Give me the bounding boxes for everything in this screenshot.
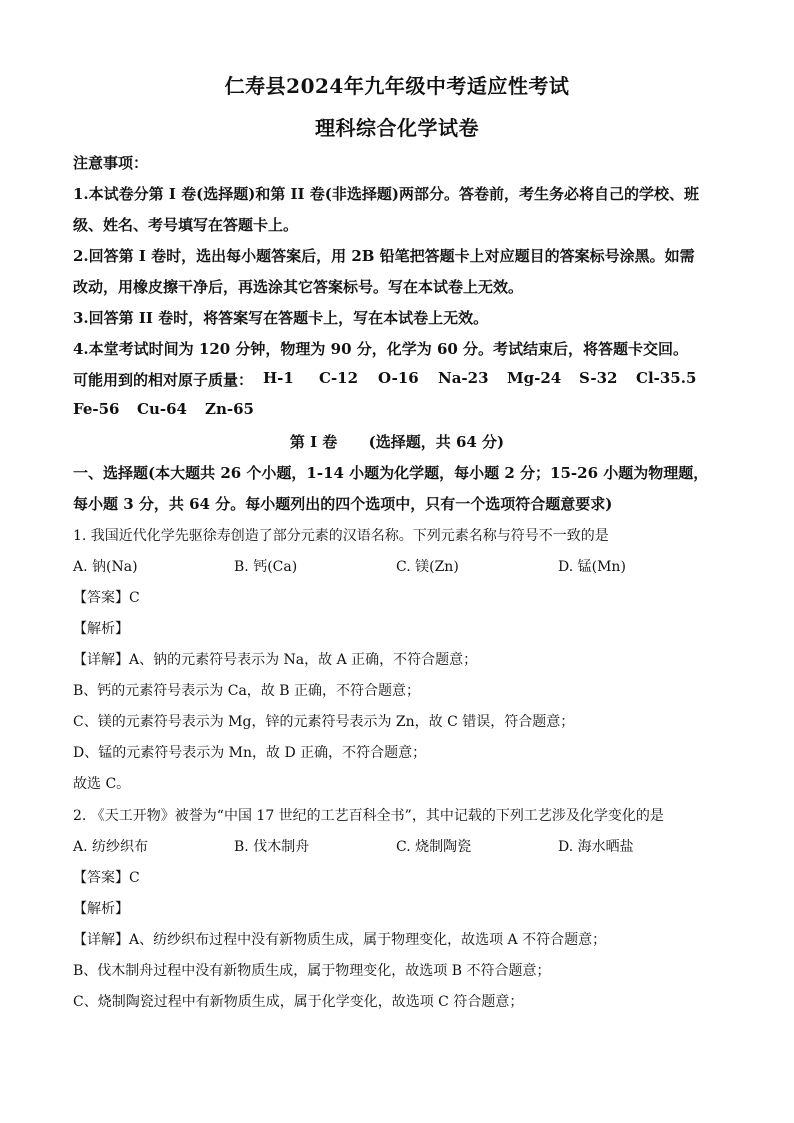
page-subtitle: 理科综合化学试卷 [315, 116, 479, 140]
question-2-detail-a-text: A、纺纱织布过程中没有新物质生成，属于物理变化，故选项 A 不符合题意； [129, 932, 607, 948]
question-1-detail-tag: 【详解】 [73, 652, 129, 668]
notice-item-3: 3.回答第 II 卷时，将答案写在答题卡上，写在本试卷上无效。 [73, 309, 489, 327]
section-intro-line-2: 每小题 3 分，共 64 分。每小题列出的四个选项中，只有一个选项符合题意要求) [73, 495, 613, 513]
atomic-mass-label: 可能用到的相对原子质量： [73, 371, 254, 389]
question-1-stem: 1. 我国近代化学先驱徐寿创造了部分元素的汉语名称。下列元素名称与符号不一致的是 [73, 528, 609, 544]
atomic-mass-na: Na-23 [438, 369, 489, 387]
question-2-detail-tag: 【详解】 [73, 932, 129, 948]
question-1-conclusion: 故选 C。 [73, 776, 131, 792]
question-2-detail-b: B、伐木制舟过程中没有新物质生成，属于物理变化，故选项 B 不符合题意； [73, 963, 551, 979]
question-2-detail-c: C、烧制陶瓷过程中有新物质生成，属于化学变化，故选项 C 符合题意； [73, 994, 524, 1010]
page-title: 仁寿县2024年九年级中考适应性考试 [224, 74, 570, 98]
notice-item-2-line-1: 2.回答第 I 卷时，选出每小题答案后，用 2B 铅笔把答题卡上对应题目的答案标号涂黑。如需 [73, 247, 695, 265]
question-2-option-b: B. 伐木制舟 [234, 839, 310, 855]
atomic-mass-s: S-32 [579, 369, 618, 387]
atomic-mass-mg: Mg-24 [507, 369, 562, 387]
question-1-detail-a [73, 649, 477, 669]
question-1-option-d: D. 锰(Mn) [558, 559, 626, 575]
atomic-mass-c: C-12 [319, 369, 359, 387]
notice-item-1-line-2: 级、姓名、考号填写在答题卡上。 [73, 216, 299, 234]
question-2-answer-tag: 【答案】 [73, 870, 129, 886]
atomic-mass-h: H-1 [263, 369, 294, 387]
question-1-analysis-tag: 【解析】 [73, 621, 129, 637]
section-intro-line-1: 一、选择题(本大题共 26 个小题，1-14 小题为化学题，每小题 2 分；15-26 小题为物理题， [73, 464, 709, 482]
question-1-option-b: B. 钙(Ca) [234, 559, 298, 575]
question-1-option-c: C. 镁(Zn) [396, 559, 459, 575]
question-2-answer-value: C [129, 870, 140, 886]
atomic-mass-o: O-16 [378, 369, 419, 387]
atomic-mass-cu: Cu-64 [137, 400, 187, 418]
question-2-option-d: D. 海水晒盐 [558, 839, 634, 855]
question-2-stem: 2. 《天工开物》被誉为“中国 17 世纪的工艺百科全书”，其中记载的下列工艺涉及化学变化的是 [73, 808, 664, 824]
notice-item-2-line-2: 改动，用橡皮擦干净后，再选涂其它答案标号。写在本试卷上无效。 [73, 278, 524, 296]
notice-item-4: 4.本堂考试时间为 120 分钟，物理为 90 分，化学为 60 分。考试结束后，将答题卡交回。 [73, 340, 689, 358]
question-1-answer [73, 587, 140, 607]
question-2-analysis-tag: 【解析】 [73, 901, 129, 917]
question-1-detail-c: C、镁的元素符号表示为 Mg，锌的元素符号表示为 Zn，故 C 错误，符合题意； [73, 714, 575, 730]
atomic-mass-fe: Fe-56 [73, 400, 120, 418]
question-2-answer [73, 867, 140, 887]
notice-item-1-line-1: 1.本试卷分第 I 卷(选择题)和第 II 卷(非选择题)两部分。答卷前，考生务必将自己的学校、班 [73, 185, 699, 203]
question-1-option-a: A. 钠(Na) [73, 559, 138, 575]
atomic-mass-zn: Zn-65 [205, 400, 254, 418]
question-1-detail-b: B、钙的元素符号表示为 Ca，故 B 正确，不符合题意； [73, 683, 420, 699]
question-2-detail-a [73, 929, 606, 949]
question-1-answer-value: C [129, 590, 140, 606]
question-1-detail-d: D、锰的元素符号表示为 Mn，故 D 正确，不符合题意； [73, 745, 427, 761]
notice-heading: 注意事项： [73, 154, 149, 172]
atomic-mass-cl: Cl-35.5 [636, 369, 697, 387]
question-1-detail-a-text: A、钠的元素符号表示为 Na，故 A 正确，不符合题意； [129, 652, 478, 668]
section-title: 第 I 卷 (选择题，共 64 分) [289, 433, 505, 451]
question-2-option-a: A. 纺纱织布 [73, 839, 149, 855]
question-1-answer-tag: 【答案】 [73, 590, 129, 606]
question-2-option-c: C. 烧制陶瓷 [396, 839, 472, 855]
